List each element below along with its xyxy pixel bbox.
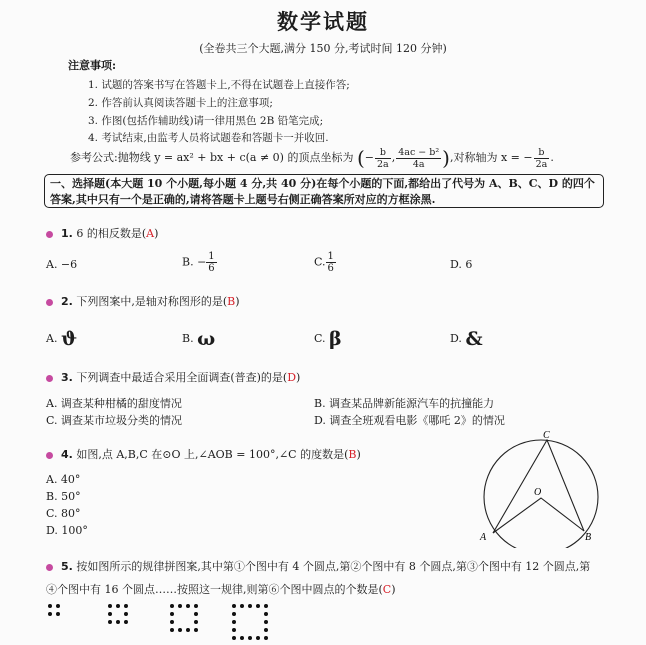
question-5-line2: ④个图中有 16 个圆点……按照这一规律,则第⑥个图中圆点的个数是(C) (46, 583, 396, 596)
pattern-dot (264, 612, 268, 616)
theta-symbol-icon: ϑ (60, 328, 78, 350)
pattern-dot (264, 604, 268, 608)
pattern-figure-4 (232, 604, 274, 644)
question-5: 5. 按如图所示的规律拼图案,其中第①个图中有 4 个圆点,第②个图中有 8 个圆点,第③个图中有 12 个圆点,第 (46, 558, 590, 574)
vertex-y-fraction: $\frac{\text{4ac − b²}}{4a}$ (398, 146, 440, 170)
option-b: B. 50° (46, 490, 81, 503)
pattern-dot (248, 636, 252, 640)
pattern-dot (194, 612, 198, 616)
option-b: B. ω (182, 328, 216, 350)
question-3: 3. 下列调查中最适合采用全面调查(普查)的是(D) (46, 369, 300, 385)
option-d: D. 调查全班观看电影《哪吒 2》的情况 (314, 414, 505, 427)
answer-mark: C (382, 583, 392, 596)
pattern-dot (178, 628, 182, 632)
pattern-dot (186, 604, 190, 608)
pattern-dot (178, 604, 182, 608)
pattern-dot (264, 636, 268, 640)
pattern-dot (116, 604, 120, 608)
option-a: A. 40° (46, 473, 81, 486)
answer-mark: D (287, 371, 297, 384)
question-2: 2. 下列图案中,是轴对称图形的是(B) (46, 293, 240, 309)
pattern-dot (256, 604, 260, 608)
option-c: C. 调查某市垃圾分类的情况 (46, 414, 183, 427)
question-1: 1. 6 的相反数是(A) (46, 225, 158, 241)
pattern-dot (194, 620, 198, 624)
pattern-dot (108, 604, 112, 608)
vertex-x-fraction: $\frac{b}{2a}$ (377, 146, 389, 170)
pattern-dot (240, 636, 244, 640)
option-c: C. $\frac{1}{6}$ (314, 251, 334, 274)
ampersand-symbol-icon: & (465, 328, 483, 350)
beta-symbol-icon: β (329, 328, 342, 350)
pattern-dot (48, 604, 52, 608)
option-d: D. 100° (46, 524, 88, 537)
formula-middle: ,对称轴为 x = − (449, 151, 533, 164)
pattern-dot (108, 620, 112, 624)
note-item: 2. 作答前认真阅读答题卡上的注意事项; (88, 97, 273, 109)
bullet-icon (46, 231, 53, 238)
pattern-dot (194, 628, 198, 632)
pattern-dot (240, 604, 244, 608)
pattern-dot (232, 620, 236, 624)
radius-lines (493, 498, 584, 533)
label-o: O (534, 487, 542, 498)
question-stem: 如图,点 A,B,C 在⊙O 上,∠AOB = 100°,∠C 的度数是( (76, 448, 349, 461)
option-c: C. 80° (46, 507, 81, 520)
pattern-dot (232, 612, 236, 616)
option-a: A. 调查某种柑橘的甜度情况 (46, 397, 182, 410)
reference-formula: 参考公式:抛物线 y = ax² + bx + c(a ≠ 0) 的顶点坐标为 (− $\frac{b}{2a}$ , $\frac{\text{4ac − b²}}{4a}$ ),对称轴为 x = − $\frac{b}{2a}$ . (70, 146, 554, 170)
section-instructions: 一、选择题(本大题 10 个小题,每小题 4 分,共 40 分)在每个小题的下面,都给出了代号为 A、B、C、D 的四个答案,其中只有一个是正确的,请将答题卡上题号右侧正确答案所对应的方框涂黑. (44, 174, 604, 208)
pattern-dot (124, 604, 128, 608)
axis-fraction: $\frac{b}{2a}$ (535, 146, 548, 170)
label-b: B (585, 532, 592, 543)
pattern-dot (186, 628, 190, 632)
bullet-icon (46, 299, 53, 306)
option-d: D. & (450, 328, 483, 350)
pattern-dot (48, 612, 52, 616)
circle-figure (472, 428, 612, 548)
pattern-dot (56, 612, 60, 616)
pattern-dot (232, 604, 236, 608)
bullet-icon (46, 452, 53, 459)
question-4: 4. 如图,点 A,B,C 在⊙O 上,∠AOB = 100°,∠C 的度数是(B) (46, 446, 361, 462)
answer-mark: B (348, 448, 357, 461)
pattern-dot (264, 628, 268, 632)
pattern-dot (124, 612, 128, 616)
note-item: 1. 试题的答案书写在答题卡上,不得在试题卷上直接作答; (88, 79, 350, 91)
question-stem: 下列调查中最适合采用全面调查(普查)的是( (76, 371, 288, 384)
option-b: B. 调查某品牌新能源汽车的抗撞能力 (314, 397, 495, 410)
pattern-figure-1 (48, 604, 72, 624)
pattern-dot (194, 604, 198, 608)
exam-subtitle: (全卷共三个大题,满分 150 分,考试时间 120 分钟) (199, 42, 447, 55)
question-stem-line1: 按如图所示的规律拼图案,其中第①个图中有 4 个圆点,第②个图中有 8 个圆点,第③个图中有 12 个圆点,第 (76, 560, 591, 573)
pattern-dot (170, 628, 174, 632)
option-a: A. ϑ (46, 328, 78, 350)
pattern-dot (124, 620, 128, 624)
option-a: A. −6 (46, 258, 78, 271)
pattern-dot (108, 612, 112, 616)
pattern-dot (170, 612, 174, 616)
omega-symbol-icon: ω (197, 328, 216, 350)
label-a: A (480, 532, 487, 543)
pattern-dot (256, 636, 260, 640)
option-d: D. 6 (450, 258, 473, 271)
bullet-icon (46, 564, 53, 571)
pattern-dot (56, 604, 60, 608)
bullet-icon (46, 375, 53, 382)
answer-mark: B (227, 295, 236, 308)
page-title: 数学试题 (277, 9, 369, 34)
pattern-figure-2 (108, 604, 138, 634)
note-item: 3. 作图(包括作辅助线)请一律用黑色 2B 铅笔完成; (88, 115, 324, 127)
pattern-dot (264, 620, 268, 624)
question-stem: 6 的相反数是( (76, 227, 147, 240)
pattern-dot (232, 636, 236, 640)
pattern-figure-3 (170, 604, 206, 640)
pattern-dot (248, 604, 252, 608)
note-item: 4. 考试结束,由监考人员将试题卷和答题卡一并收回. (88, 132, 329, 144)
pattern-dot (170, 620, 174, 624)
label-c: C (543, 430, 550, 441)
option-b: B. − $\frac{1}{6}$ (182, 251, 215, 274)
pattern-dot (116, 620, 120, 624)
question-stem: 下列图案中,是轴对称图形的是( (76, 295, 228, 308)
option-c: C. β (314, 328, 342, 350)
answer-mark: A (146, 227, 155, 240)
pattern-dot (170, 604, 174, 608)
pattern-dot (232, 628, 236, 632)
formula-prefix: 参考公式:抛物线 y = ax² + bx + c(a ≠ 0) 的顶点坐标为 (70, 151, 354, 164)
notes-heading: 注意事项: (68, 59, 117, 72)
